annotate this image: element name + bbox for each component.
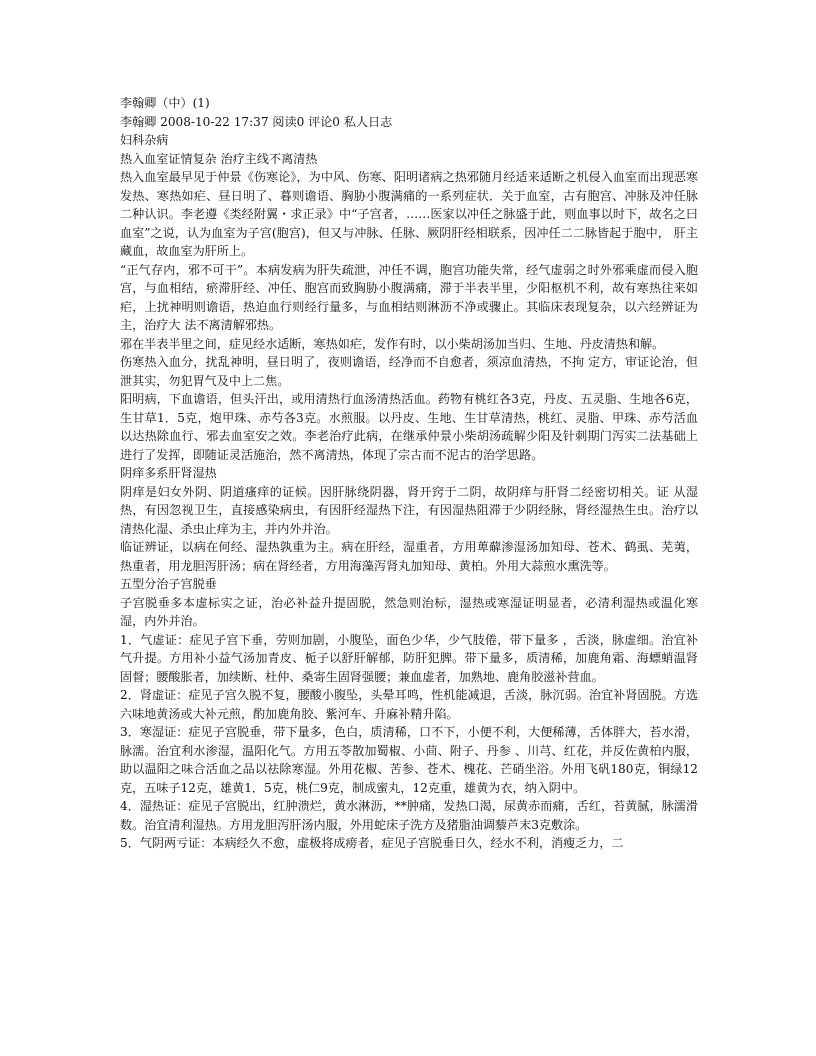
paragraph: 伤寒热入血分，扰乱神明，昼日明了，夜则谵语，经净而不自愈者，须凉血清热，不拘 定方，审证论治，但泄其实，勿犯胃气及中上二焦。 xyxy=(120,355,698,388)
section-heading: 五型分治子宫脱垂 xyxy=(120,577,217,591)
paragraph: 邪在半表半里之间，症见经水适断，寒热如疟，发作有时，以小柴胡汤加当归、生地、丹皮清热和解。 xyxy=(120,336,665,351)
document-title: 李翰卿（中）(1) xyxy=(120,96,210,110)
list-item: 3．寒湿证：症见子宫脱垂，带下量多，色白，质清稀，口不下，小便不利，大便稀薄，舌体胖大，苔水滑，脉濡。治宜利水渗湿，温阳化气。方用五苓散加蜀椒、小茴、附子、丹参 、川芎、红花，并反佐黄柏内服，助以温阳之味合活血之品以祛除寒湿。外用花椒、苦参、苍术、槐花、芒硝坐浴。外用飞矾180克，铜绿12克，五味子12克，雄黄1．5克，桃仁9克，制成蜜丸，12克重，雄黄为衣，纳入阴中。 xyxy=(120,725,698,795)
list-item: 4．湿热证：症见子宫脱出，红肿溃烂，黄水淋沥，**肿痛，发热口渴，尿黄赤而痛，舌红，苔黄腻，脉濡滑数。治宜清利湿热。方用龙胆泻肝汤内服，外用蛇床子洗方及猪脂油调藜芦末3克敷涂。 xyxy=(120,799,698,832)
section-heading: 阴痒多系肝肾湿热 xyxy=(120,466,217,480)
paragraph: 热入血室最早见于仲景《伤寒论》，为中风、伤寒、阳明诸病之热邪随月经适来适断之机侵入血室而出现恶寒发热、寒热如疟、昼日明了、暮则谵语、胸胁小腹满痛的一系列症状．关于血室，古有胞宫、冲脉及冲任脉二种认识。李老遵《类经附翼・求正录》中“子宫者，……医家以冲任之脉盛于此，则血事以时下，故名之曰血室”之说，认为血室为子宫(胞宫)，但又与冲脉、任脉、厥阴肝经相联系，因冲任二二脉皆起于胞中， 肝主藏血，故血室为肝所上。 xyxy=(120,170,698,258)
category-label: 妇科杂病 xyxy=(120,133,169,147)
list-item: 2．肾虚证：症见子宫久脱不复，腰酸小腹坠，头晕耳鸣，性机能减退，舌淡，脉沉弱。治宜补肾固脱。方选六味地黄汤或大补元煎，酌加鹿角胶、紫河车、升麻补精升陷。 xyxy=(120,688,698,721)
paragraph: 子宫脱垂多本虚标实之证，治必补益升提固脱，然急则治标，湿热或寒湿证明显者，必清利湿热或温化寒湿，内外并治。 xyxy=(120,595,698,628)
list-item: 5．气阴两亏证：本病经久不愈，虚极将成痨者，症见子宫脱垂日久，经水不利，消瘦乏力，二 xyxy=(120,836,624,850)
paragraph: 临证辨证，以病在何经、湿热孰重为主。病在肝经，湿重者，方用萆薢渗湿汤加知母、苍术、鹤虱、芜荑，热重者，用龙胆泻肝汤；病在肾经者，方用海藻泻肾丸加知母、黄柏。外用大蒜煎水熏洗等。 xyxy=(120,540,698,573)
section-heading: 热入血室证情复杂 治疗主线不离清热 xyxy=(120,151,318,166)
list-item: 1．气虚证：症见子宫下垂，劳则加剧，小腹坠，面色少华，少气肢倦，带下量多 ，舌淡，脉虚细。治宜补气升提。方用补小益气汤加青皮、栀子以舒肝解郁，防肝犯脾。带下量多，质清稀，加鹿角霜、海螵蛸温肾固督；腰酸胀者，加续断、杜仲、桑寄生固肾强腰；兼血虚者，加熟地、鹿角胶滋补营血。 xyxy=(120,632,698,684)
paragraph: “正气存内，邪不可干”。本病发病为肝失疏泄，冲任不调，胞宫功能失常，经气虚弱之时外邪乘虚而侵入胞宫，与血相结，瘀滞肝经、冲任、胞宫而致胸胁小腹满痛，滞于半表半里，少阳枢机不利，故有寒热往来如疟，上扰神明则谵语，热迫血行则经行量多，与血相结则淋沥不净或骤止。其临床表现复杂，以六经辨证为主，治疗大 法不离清解邪热。 xyxy=(120,262,698,332)
post-meta: 李翰卿 2008-10-22 17:37 阅读0 评论0 私人日志 xyxy=(120,114,393,129)
paragraph: 阴痒是妇女外阴、阴道瘙痒的证候。因肝脉绕阴器，肾开窍于二阴，故阴痒与肝肾二经密切相关。证 从湿热，有因忽视卫生，直接感染病虫，有因肝经湿热下注，有因湿热阻滞于少阴经脉，肾经湿热生虫。治疗以清热化湿、杀虫止痒为主，并内外并治。 xyxy=(120,484,698,536)
document-page xyxy=(120,94,698,853)
paragraph: 阳明病，下血谵语，但头汗出，或用清热行血汤清热活血。药物有桃红各3克，丹皮、五灵脂、生地各6克，生甘草1．5克，炮甲珠、赤芍各3克。水煎服。以丹皮、生地、生甘草清热，桃红、灵脂、甲珠、赤芍活血以达热除血行、邪去血室安之效。李老治疗此病，在继承仲景小柴胡汤疏解少阳及针刺期门泻实二法基础上进行了发挥，即随证灵活施治，然不离清热，体现了宗古而不泥古的治学思路。 xyxy=(120,392,698,462)
